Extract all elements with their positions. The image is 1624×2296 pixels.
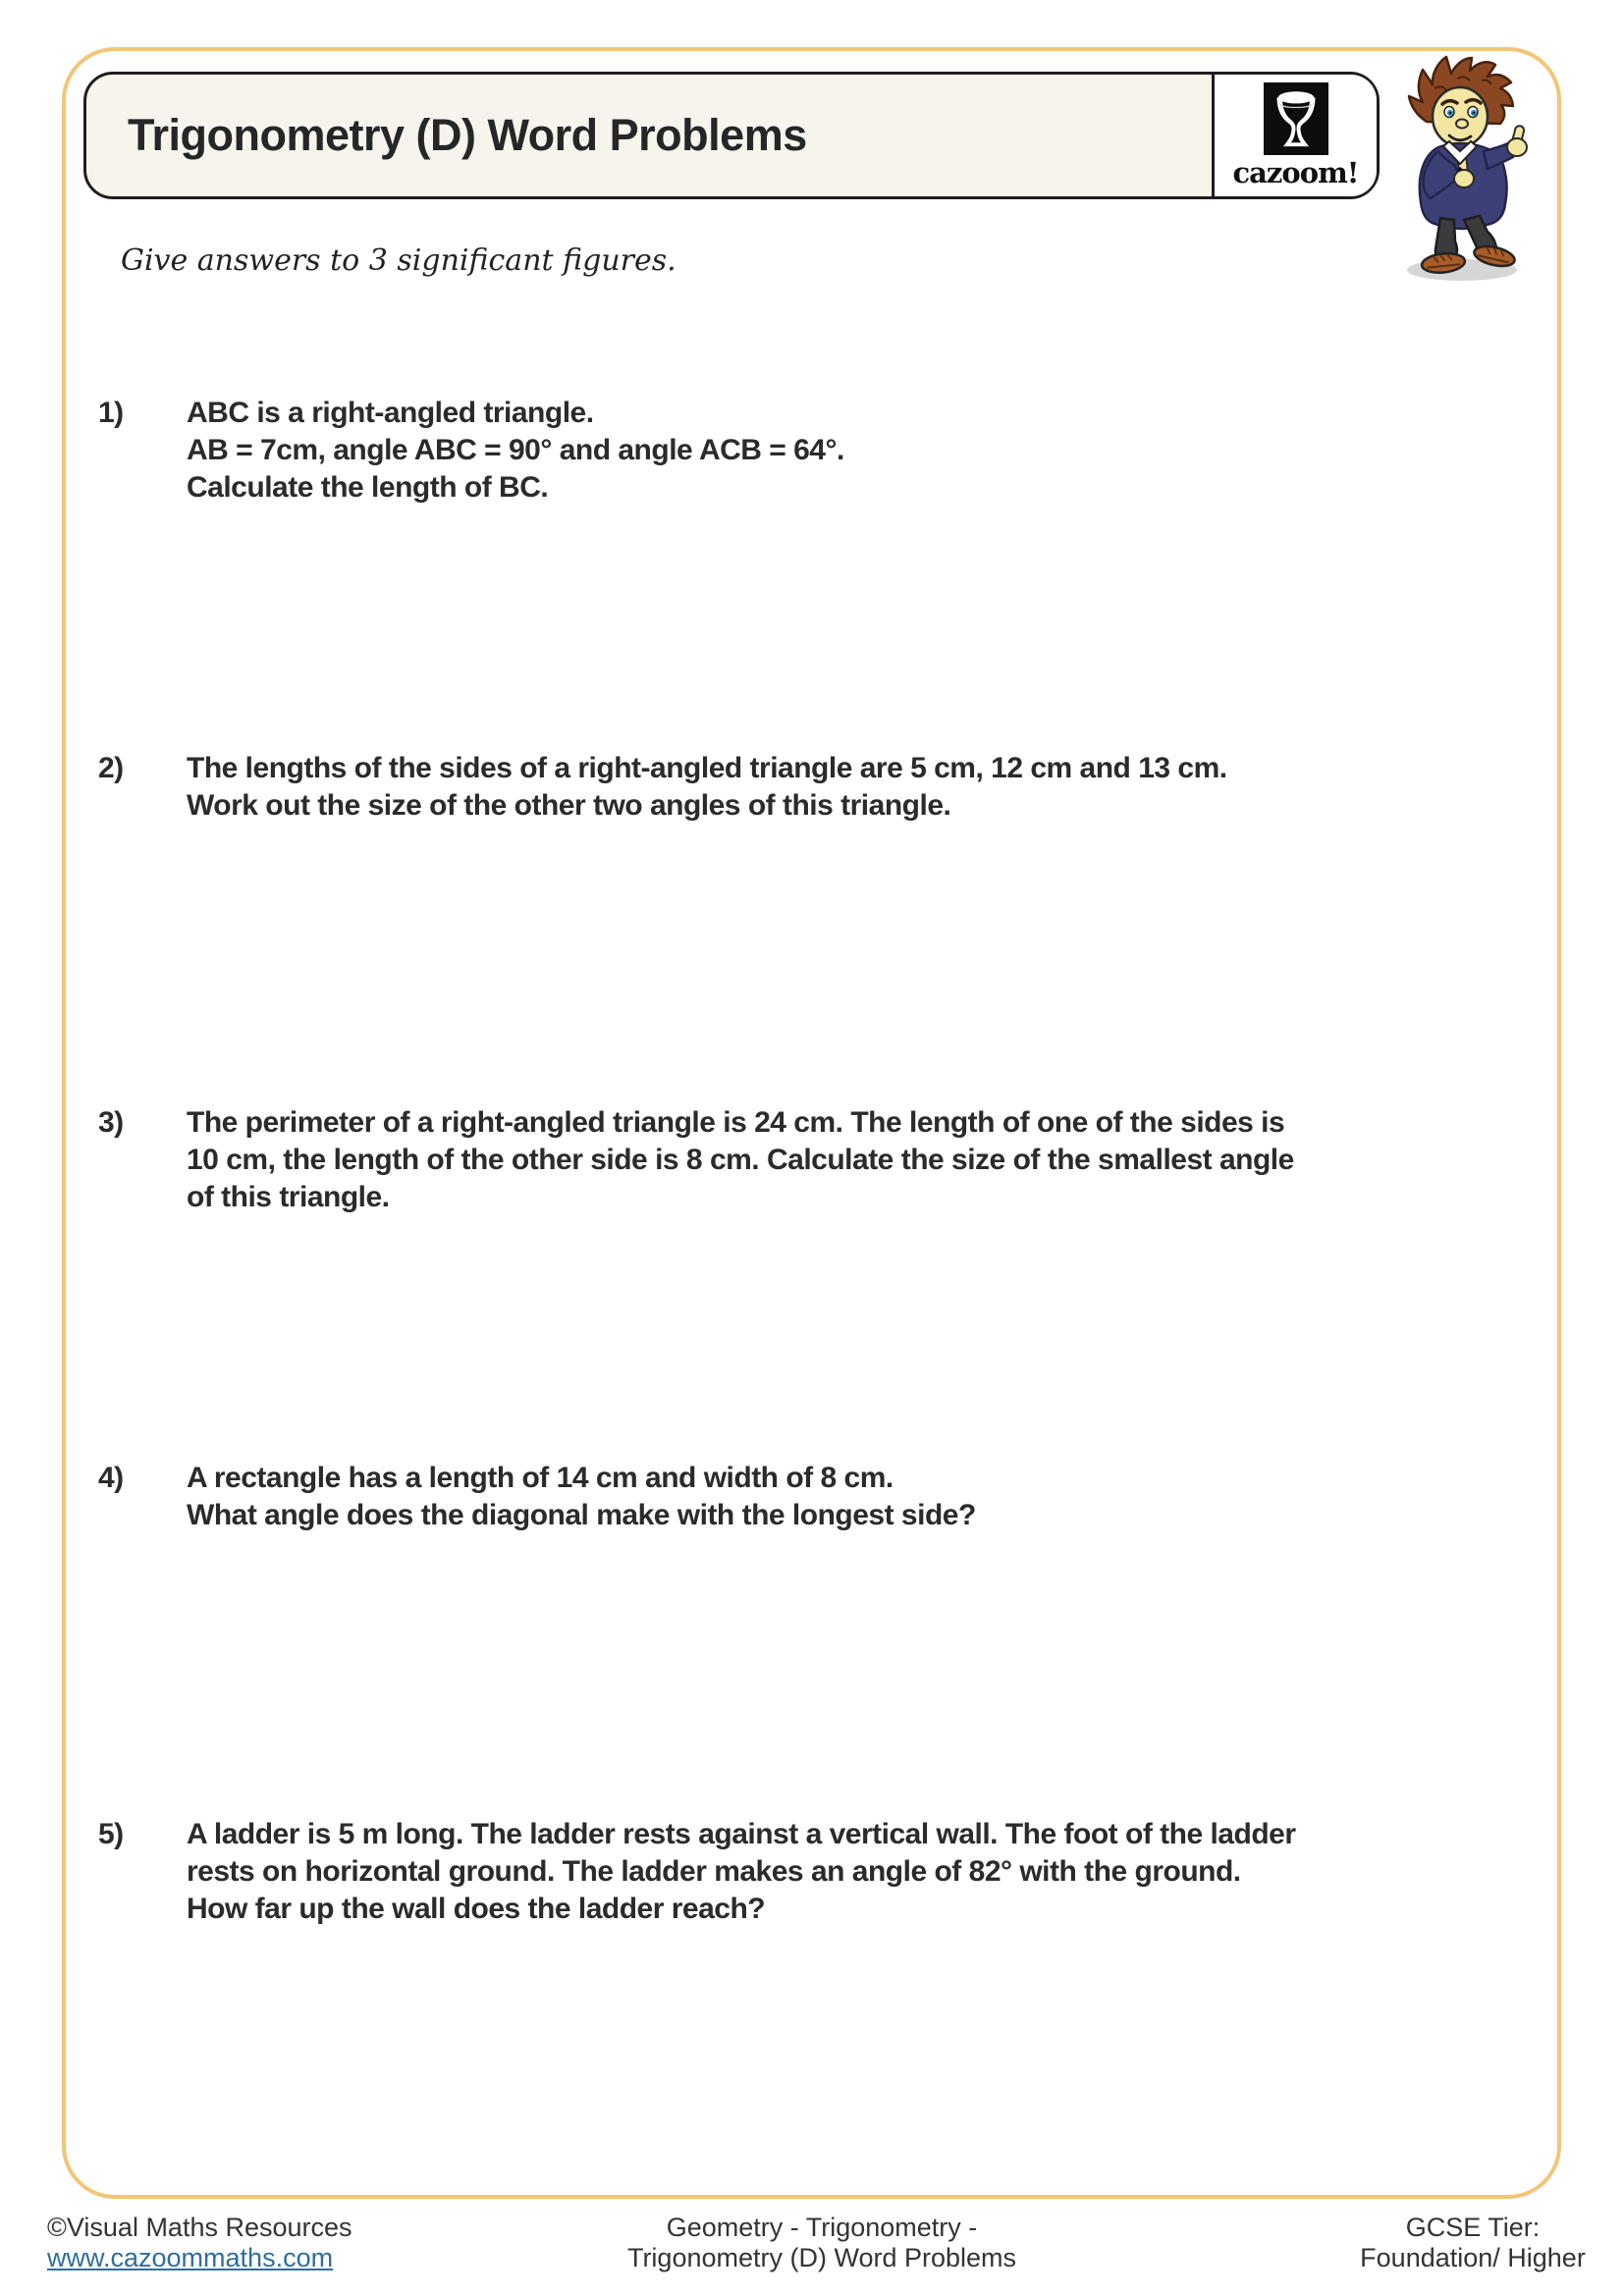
question-number: 5) — [98, 1818, 124, 1850]
question-line: ABC is a right-angled triangle. — [187, 397, 594, 429]
footer-copyright-block — [47, 2213, 352, 2273]
question-line: A ladder is 5 m long. The ladder rests against a vertical wall. The foot of the ladder — [187, 1818, 1296, 1850]
category-line: Geometry - Trigonometry - — [666, 2213, 978, 2242]
question-text — [187, 1816, 1296, 1928]
question-line: of this triangle. — [187, 1181, 390, 1213]
question-number: 3) — [98, 1106, 124, 1139]
question-line: A rectangle has a length of 14 cm and width of 8 cm. — [187, 1462, 893, 1494]
question-line: Calculate the length of BC. — [187, 471, 549, 504]
category-line: Trigonometry (D) Word Problems — [626, 2243, 1017, 2272]
question-line: What angle does the diagonal make with the longest side? — [187, 1499, 976, 1531]
question-line: The perimeter of a right-angled triangle is 24 cm. The length of one of the sides is — [187, 1106, 1285, 1139]
question-text — [187, 1460, 976, 1534]
footer-tier-block — [1360, 2213, 1586, 2273]
mascot-illustration — [1397, 55, 1543, 283]
question-number: 2) — [98, 752, 124, 784]
question-line: How far up the wall does the ladder reach? — [187, 1893, 766, 1925]
question-5 — [98, 1816, 1296, 1928]
page-title: Trigonometry (D) Word Problems — [128, 110, 807, 160]
question-4 — [98, 1460, 976, 1534]
question-line: rests on horizontal ground. The ladder makes an angle of 82° with the ground. — [187, 1855, 1241, 1888]
copyright-text: ©Visual Maths Resources — [47, 2213, 352, 2242]
question-number: 1) — [98, 397, 124, 429]
tier-label: GCSE Tier: — [1405, 2213, 1541, 2242]
logo-wordmark: cazoom! — [1232, 155, 1359, 189]
drum-icon — [1264, 82, 1328, 155]
tier-value: Foundation/ Higher — [1360, 2243, 1586, 2272]
cazoom-logo — [1212, 75, 1377, 196]
question-line: AB = 7cm, angle ABC = 90° and angle ACB = 64°. — [187, 434, 844, 466]
question-number: 4) — [98, 1462, 124, 1494]
question-text — [187, 395, 844, 507]
instruction-text: Give answers to 3 significant figures. — [121, 243, 677, 278]
question-line: 10 cm, the length of the other side is 8 cm. Calculate the size of the smallest angle — [187, 1144, 1294, 1176]
worksheet-header — [83, 72, 1380, 199]
question-text — [187, 750, 1227, 825]
question-text — [187, 1104, 1294, 1216]
question-line: Work out the size of the other two angles of this triangle. — [187, 789, 951, 822]
question-3 — [98, 1104, 1294, 1216]
question-2 — [98, 750, 1227, 825]
question-1 — [98, 395, 844, 507]
website-link[interactable]: www.cazoommaths.com — [47, 2243, 334, 2272]
footer-category-block — [627, 2213, 1016, 2273]
question-line: The lengths of the sides of a right-angled triangle are 5 cm, 12 cm and 13 cm. — [187, 752, 1227, 784]
